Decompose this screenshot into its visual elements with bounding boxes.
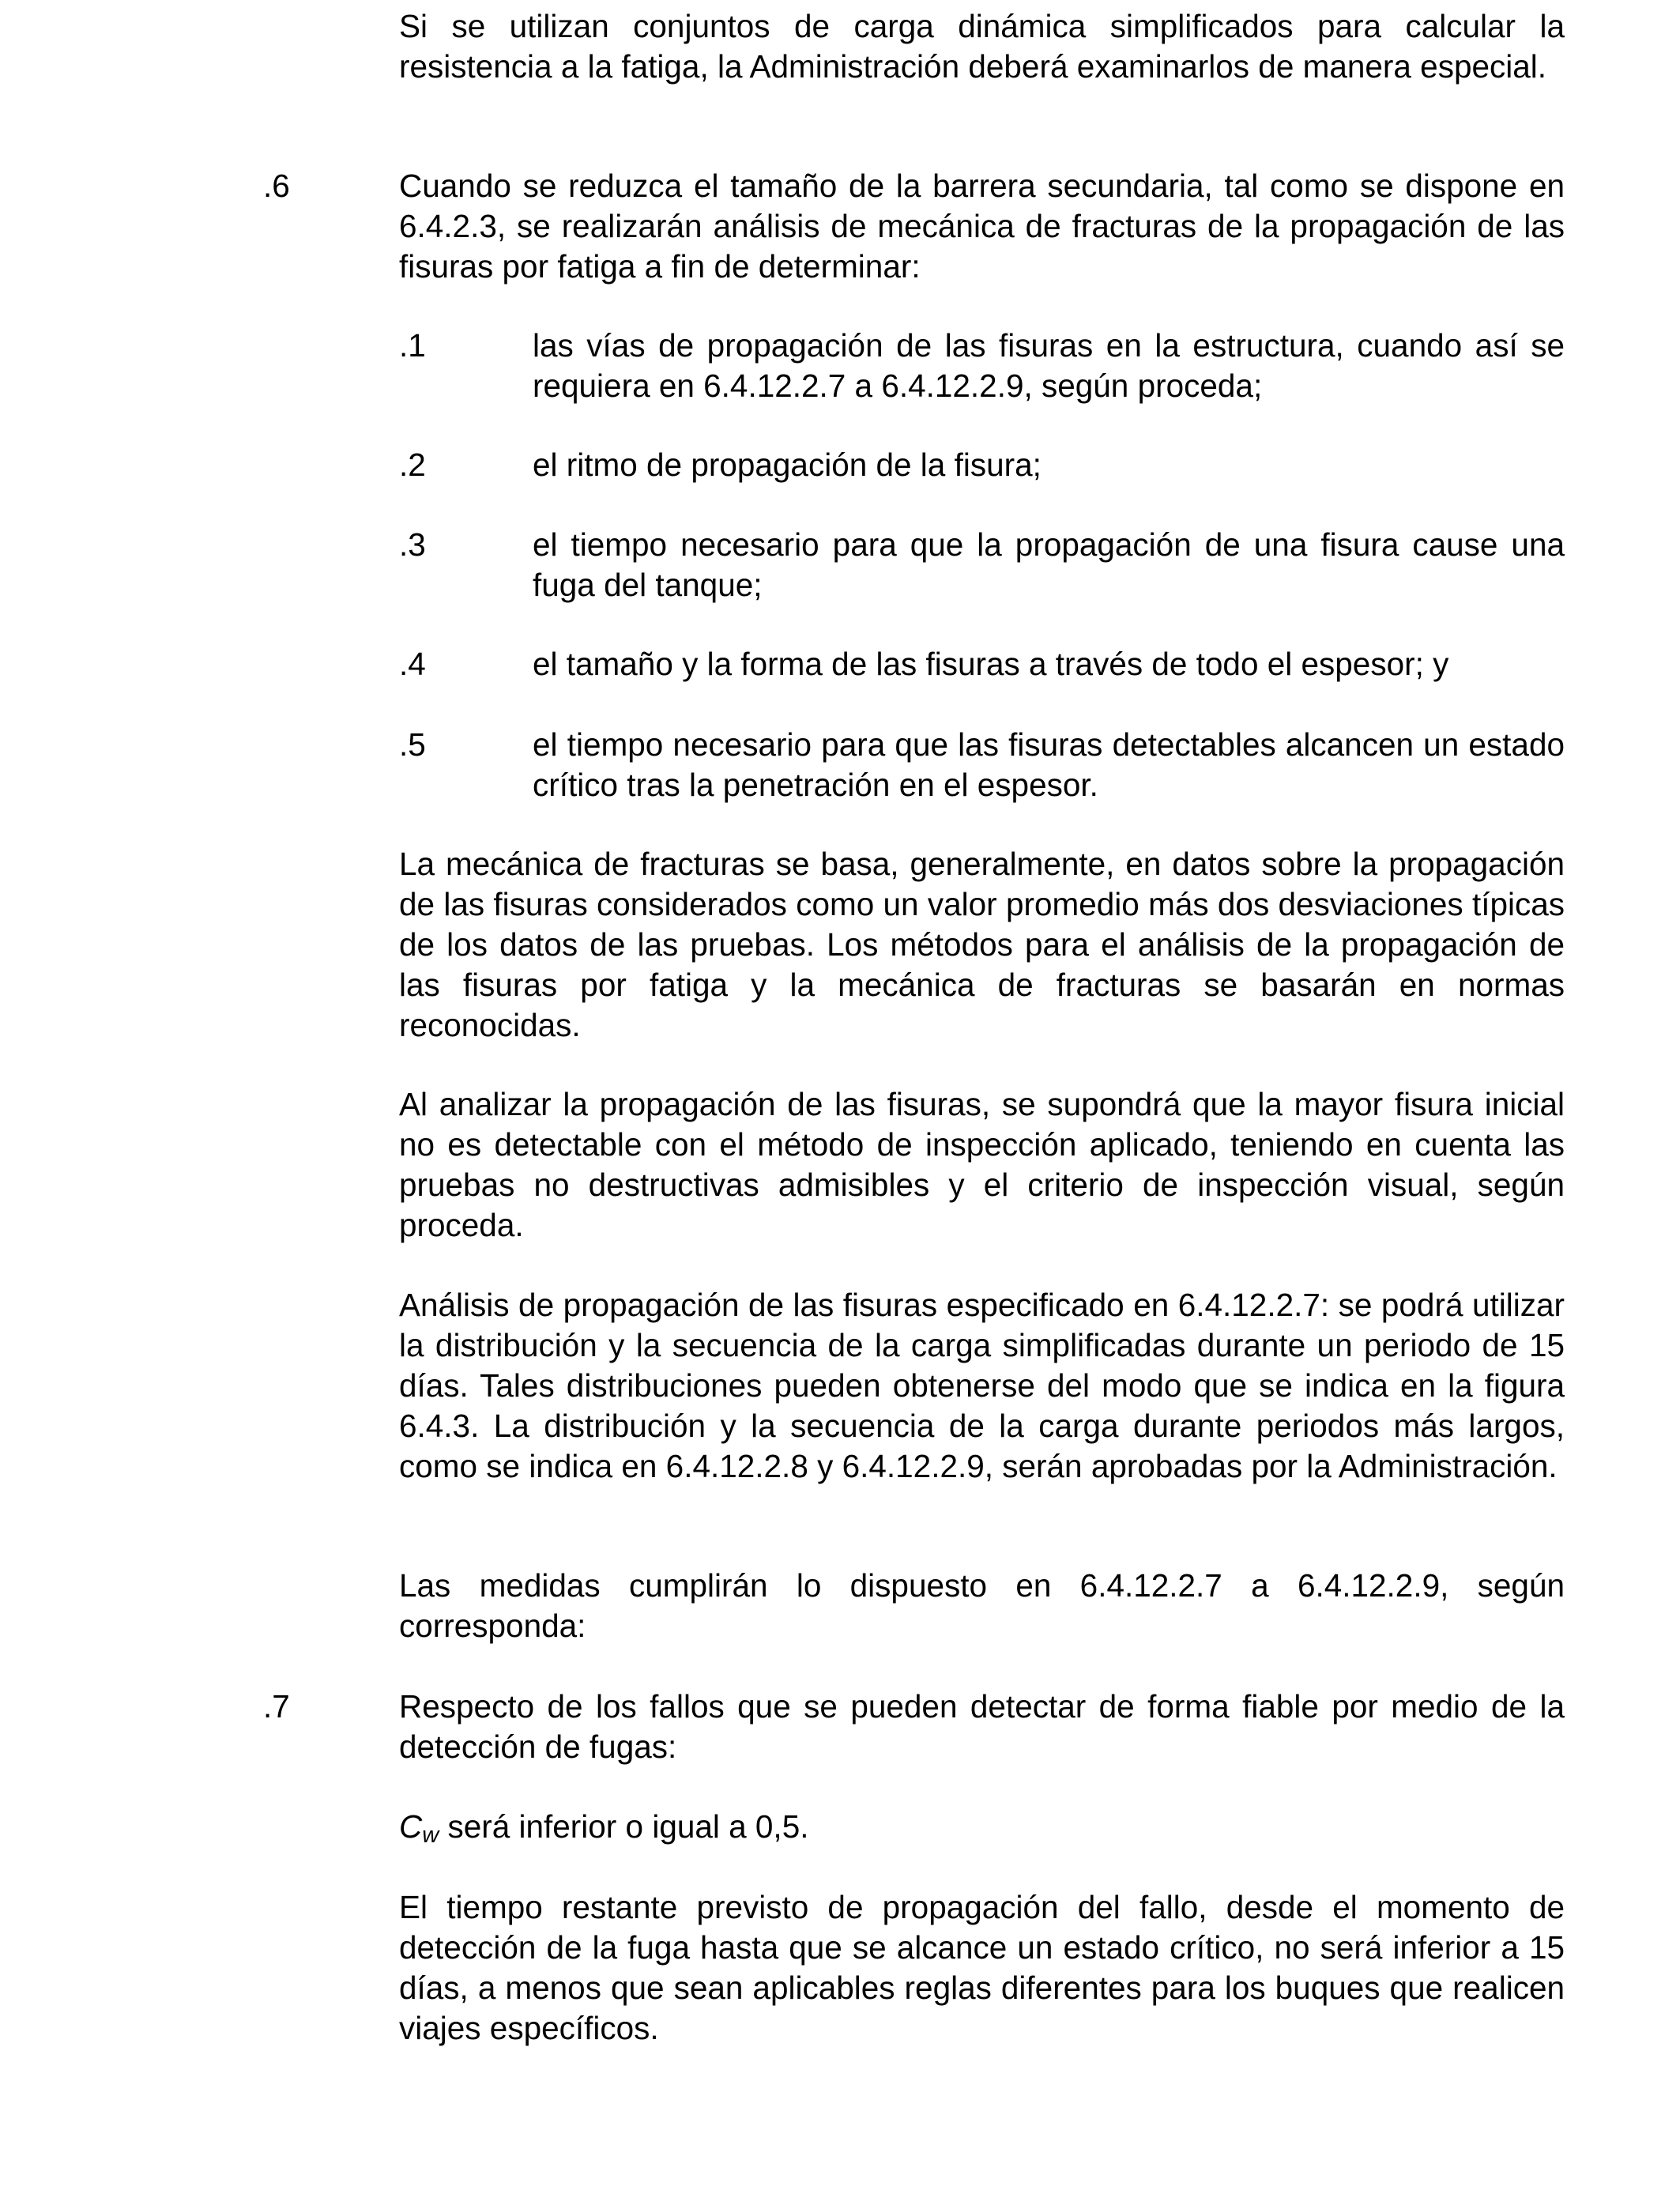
paragraph-crack-propagation: Análisis de propagación de las fisuras especificado en 6.4.12.2.7: se podrá utilizar la distribución y la secuencia de la carga simplificadas durante un periodo de 15 días. Tales distribuciones pueden obtenerse del modo que se indica en la figura 6.4.3. La distribución y la secuencia de la carga durante periodos más largos, como se indica en 6.4.12.2.8 y 6.4.12.2.9, serán aprobadas por la Administración. xyxy=(399,1287,1565,1484)
subitem-number-1: .1 xyxy=(399,327,426,364)
subitem-5-text: el tiempo necesario para que las fisuras detectables alcancen un estado crítico tras la penetración en el espesor. xyxy=(533,726,1565,803)
paragraph-crack-analysis: Al analizar la propagación de las fisuras, se supondrá que la mayor fisura inicial no es detectable con el método de inspección aplicado, teniendo en cuenta las pruebas no destructivas admisibles y el criterio de inspección visual, según proceda. xyxy=(399,1086,1565,1243)
subitem-number-5: .5 xyxy=(399,726,426,763)
cw-text: será inferior o igual a 0,5. xyxy=(439,1808,809,1845)
item-number-6: .6 xyxy=(263,168,290,204)
subitem-4-text: el tamaño y la forma de las fisuras a través de todo el espesor; y xyxy=(533,646,1449,682)
paragraph-fracture-mechanics: La mecánica de fracturas se basa, generalmente, en datos sobre la propagación de las fisuras considerados como un valor promedio más dos desviaciones típicas de los datos de las pruebas. Los métodos para el análisis de la propagación de las fisuras por fatiga y la mecánica de fracturas se basarán en normas reconocidas. xyxy=(399,846,1565,1043)
cw-symbol: C xyxy=(399,1808,423,1845)
paragraph-measures: Las medidas cumplirán lo dispuesto en 6.4.12.2.7 a 6.4.12.2.9, según corresponda: xyxy=(399,1567,1565,1644)
item-6-text: Cuando se reduzca el tamaño de la barrera secundaria, tal como se dispone en 6.4.2.3, se realizarán análisis de mecánica de fracturas de la propagación de las fisuras por fatiga a fin de determinar: xyxy=(399,168,1565,285)
cw-statement xyxy=(399,1807,1565,1847)
paragraph-continuation: Si se utilizan conjuntos de carga dinámica simplificados para calcular la resistencia a la fatiga, la Administración deberá examinarlos de manera especial. xyxy=(399,8,1565,85)
subitem-3-text: el tiempo necesario para que la propagación de una fisura cause una fuga del tanque; xyxy=(533,526,1565,603)
subitem-number-4: .4 xyxy=(399,646,426,682)
item-7-text: Respecto de los fallos que se pueden detectar de forma fiable por medio de la detección de fugas: xyxy=(399,1688,1565,1765)
paragraph-remaining-time: El tiempo restante previsto de propagación del fallo, desde el momento de detección de la fuga hasta que se alcance un estado crítico, no será inferior a 15 días, a menos que sean aplicables reglas diferentes para los buques que realicen viajes específicos. xyxy=(399,1889,1565,2046)
subitem-number-2: .2 xyxy=(399,447,426,483)
item-number-7: .7 xyxy=(263,1688,290,1725)
subitem-1-text: las vías de propagación de las fisuras en la estructura, cuando así se requiera en 6.4.12.2.7 a 6.4.12.2.9, según proceda; xyxy=(533,327,1565,404)
subitem-2-text: el ritmo de propagación de la fisura; xyxy=(533,447,1042,483)
cw-subscript: w xyxy=(422,1823,439,1848)
subitem-number-3: .3 xyxy=(399,526,426,563)
